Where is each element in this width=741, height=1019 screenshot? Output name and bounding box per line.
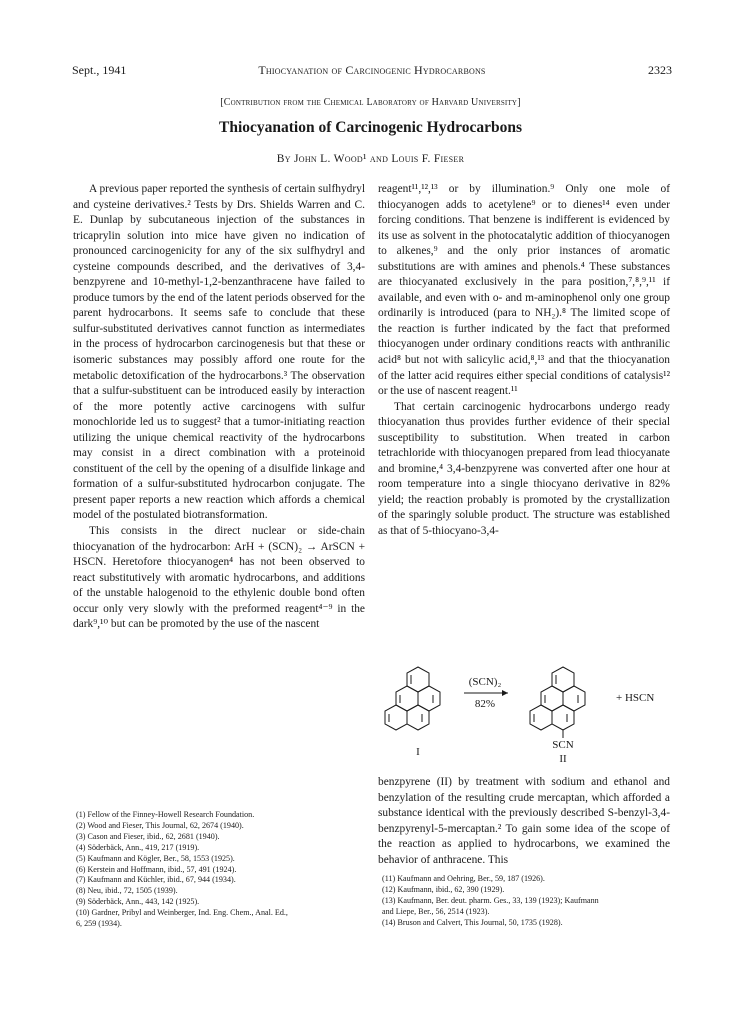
right-paragraph-2: That certain carcinogenic hydrocarbons undergo ready thiocyanation thus provides further evidence of their special susceptibility to substitution. When treated in carbon tetrachloride with thiocyanogen prepared from lead thiocyanate and bromine,⁴ 3,4-benzpyrene was converted after one hour at room temperature into a single thiocyano derivative in 82% yield; the reaction probably is promoted by the crystallization of the sparingly soluble product. The structure was established as that of 5-thiocyano-3,4- bbox=[378, 400, 670, 538]
footnote: (14) Bruson and Calvert, This Journal, 50, 1735 (1928). bbox=[382, 917, 563, 927]
reaction-scheme bbox=[378, 655, 678, 775]
compound-label-I: I bbox=[416, 746, 420, 758]
byproduct-label: + HSCN bbox=[616, 692, 655, 704]
left-column bbox=[73, 182, 365, 633]
footnote: (2) Wood and Fieser, This Journal, 62, 2674 (1940). bbox=[76, 820, 244, 830]
author-byline: By John L. Wood¹ and Louis F. Fieser bbox=[276, 153, 465, 165]
right-column-continued bbox=[378, 775, 670, 868]
footnote: (3) Cason and Fieser, ibid., 62, 2681 (1940). bbox=[76, 831, 220, 841]
arrow-head-icon bbox=[502, 690, 508, 696]
footnote: (7) Kaufmann and Küchler, ibid., 67, 944 (1934). bbox=[76, 875, 236, 885]
running-header bbox=[72, 63, 672, 79]
left-paragraph-1: A previous paper reported the synthesis of certain sulfhydryl and cysteine derivatives.² Tests by Drs. Shields Warren and C. E. Dunlap by subcutaneous injection of the substances in tricaprylin solution into mice have given no indication of pronounced carcinogenicity for any of the six sulfhydryl and cysteine compounds described, and the derivatives of 3,4-benzpyrene and 10-methyl-1,2-benzanthracene have failed to produce tumors by the end of the latent periods observed for the parent hydrocarbons. It seems safe to conclude that these sulfur-substituted derivatives cannot function as intermediates in the process of hydrocarbon carcinogenesis but that these or isomeric substances may possibly afford one route for the metabolic detoxification of the hydrocarbons.³ The observation that a sulfur-substituent can be introduced easily by interaction of the more potently active carcinogens with sulfur monochloride led us to suggest² that a tumor-initiating reaction utilizing the unique chemical reactivity of the hydrocarbons may consist in a direct combination with a proteinoid constituent of the cell by the opening of a disulfide linkage and formation of a sulfur-substituted hydrocarbon conjugate. The present paper reports a new reaction which affords a chemical model of the postulated biotransformation. bbox=[73, 183, 365, 522]
compound-label-II: II bbox=[559, 753, 567, 765]
reaction-scheme-drawing bbox=[378, 655, 678, 775]
footnote: and Liepe, Ber., 56, 2514 (1923). bbox=[382, 906, 490, 916]
footnote: (11) Kaufmann and Oehring, Ber., 59, 187 (1926). bbox=[382, 874, 545, 883]
footnote: (5) Kaufmann and Kögler, Ber., 58, 1553 (1925). bbox=[76, 853, 235, 863]
footnote: (9) Söderbäck, Ann., 443, 142 (1925). bbox=[76, 897, 200, 907]
right-column bbox=[378, 182, 670, 540]
footnote: (6) Kerstein and Hoffmann, ibid., 57, 491 (1924). bbox=[76, 864, 237, 874]
reagent-label: (SCN)₂ bbox=[468, 676, 502, 688]
substituent-label: SCN bbox=[552, 739, 574, 751]
contribution-line: [Contribution from the Chemical Laboratory of Harvard University] bbox=[220, 97, 521, 108]
footnote: (13) Kaufmann, Ber. deut. pharm. Ges., 33, 139 (1923); Kaufmann bbox=[382, 895, 599, 905]
footnote: 6, 259 (1934). bbox=[76, 919, 122, 929]
issue-date: Sept., 1941 bbox=[72, 63, 127, 77]
yield-label: 82% bbox=[474, 698, 496, 710]
footnote: (1) Fellow of the Finney-Howell Research Foundation. bbox=[76, 810, 255, 819]
footnotes-left bbox=[76, 810, 368, 930]
running-title: Thiocyanation of Carcinogenic Hydrocarbons bbox=[258, 63, 486, 77]
footnotes-right bbox=[382, 874, 674, 929]
thiocyano-benzpyrene-structure-II bbox=[530, 667, 585, 738]
footnote: (4) Söderbäck, Ann., 419, 217 (1919). bbox=[76, 842, 200, 852]
right-paragraph-1: reagent¹¹,¹²,¹³ or by illumination.⁹ Only one mole of thiocyanogen adds to acetylene⁹ or to dienes¹⁴ even under forcing conditions. That benzene is indifferent is evidenced by its use as solvent in the photocatalytic addition of thiocyanogen to alkenes,⁹ and the only prior instances of aromatic substitutions are with amines and phenols.⁴ These substances are thiocyanated exclusively in the para position,⁷,⁸,⁹,¹¹ if available, and even with o- and m-aminophenol only one group ordinarily is introduced (para to NH₂).⁸ The limited scope of the reaction is further indicated by the fact that preformed thiocyanogen under ordinary conditions reacts with anthranilic acid⁸ but not with salicylic acid,⁸,¹³ and that the thiocyanation of the latter acid requires either special conditions of catalysis¹² or the use of nascent reagent.¹¹ bbox=[378, 183, 670, 398]
footnote: (8) Neu, ibid., 72, 1505 (1939). bbox=[76, 886, 178, 896]
left-paragraph-2: This consists in the direct nuclear or side-chain thiocyanation of the hydrocarbon: ArH + (SCN)₂ → ArSCN + HSCN. Heretofore thiocyanogen⁴ has not been observed to react substitutively with aromatic hydrocarbons, and additions of the unstable halogenoid to the ethylenic double bond often occur only very slowly with the preformed reagent⁴⁻⁹ in the dark⁹,¹⁰ but can be promoted by the use of the nascent bbox=[73, 525, 365, 631]
footnote: (10) Gardner, Pribyl and Weinberger, Ind. Eng. Chem., Anal. Ed., bbox=[76, 908, 288, 918]
benzpyrene-structure-I bbox=[385, 667, 440, 730]
article-title: Thiocyanation of Carcinogenic Hydrocarbons bbox=[219, 119, 522, 136]
page-number: 2323 bbox=[648, 63, 672, 77]
footnote: (12) Kaufmann, ibid., 62, 390 (1929). bbox=[382, 884, 505, 894]
right-paragraph-3: benzpyrene (II) by treatment with sodium and ethanol and benzylation of the resulting crude mercaptan, which afforded a substance identical with the previously described S-benzyl-3,4-benzpyrenyl-5-mercaptan.² To gain some idea of the scope of the reaction as applied to hydrocarbons, we examined the behavior of anthracene. This bbox=[378, 776, 670, 866]
